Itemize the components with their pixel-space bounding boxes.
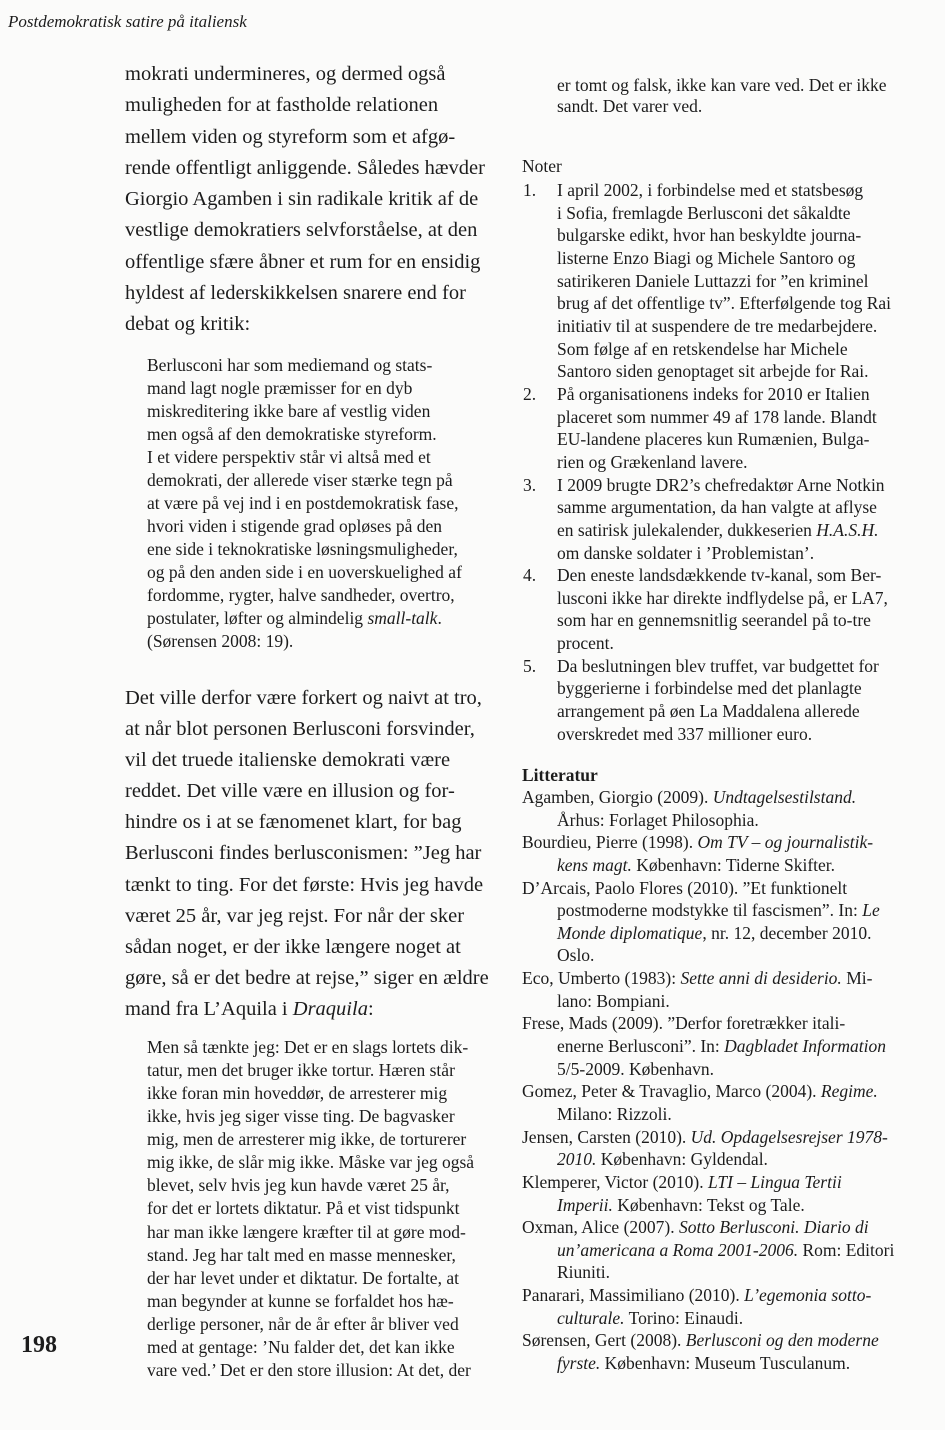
italic-text-run: Undtagelsestilstand.: [712, 787, 857, 807]
paragraph-line: [125, 184, 485, 215]
text-run: ikke foran min hoveddør, de arresterer mig: [147, 1083, 448, 1104]
text-run: mellem viden og styreform som et afgø-: [125, 125, 456, 148]
text-run: postmoderne modstykke til fascismen”. In:: [557, 900, 863, 921]
text-run: ene side i teknokratiske løsningsmuligheder,: [147, 539, 458, 559]
text-run: Milano: Rizzoli.: [557, 1103, 672, 1124]
text-run: postulater, løfter og almindelig: [147, 608, 368, 628]
text-run: og på den anden side i en uoverskuelighed af: [147, 562, 462, 582]
reference-line: [522, 1171, 932, 1194]
reference-line: [522, 1080, 932, 1103]
text-run: mand fra L’Aquila i: [125, 997, 293, 1020]
quote-line: [557, 75, 886, 96]
reference-line: [522, 1194, 932, 1217]
note-line: [557, 655, 922, 678]
text-run: Klemperer, Victor (2010).: [522, 1171, 708, 1192]
quote-line: [147, 1082, 474, 1105]
text-run: mig, men de arresterer mig ikke, de torturerer: [147, 1129, 467, 1150]
quote-line: [147, 538, 462, 561]
text-run: I april 2002, i forbindelse med et statsbesøg: [557, 180, 864, 200]
text-run: derlige personer, når de år efter år bliver ved: [147, 1313, 459, 1334]
text-run: blevet, selv hvis jeg kun havde været 25 år,: [147, 1175, 450, 1196]
text-run: Gomez, Peter & Travaglio, Marco (2004).: [522, 1081, 821, 1102]
italic-text-run: Dagbladet Information: [724, 1036, 887, 1057]
reference-entry: [522, 831, 932, 876]
text-run: Agamben, Giorgio (2009).: [522, 787, 713, 807]
text-run: vestlige demokratiers selvforståelse, at den: [125, 219, 478, 242]
reference-line: [522, 1012, 932, 1035]
text-run: arrangement på øen La Maddalena allerede: [557, 701, 860, 722]
text-run: for det er lortets diktatur. På et vist tidspunkt: [147, 1198, 460, 1219]
quote-line: [147, 492, 462, 515]
block-quote-2-continuation: [557, 75, 886, 117]
note-line: [557, 247, 922, 270]
reference-entry: [522, 1012, 932, 1080]
note-line: [557, 270, 922, 293]
italic-text-run: Ud. Opdagelsesrejser 1978-: [690, 1126, 888, 1147]
paragraph-line: [125, 838, 489, 869]
quote-line: [147, 1267, 474, 1290]
text-run: Rom: Editori: [798, 1239, 895, 1260]
paragraph-line: [125, 994, 489, 1025]
note-number: 1.: [523, 180, 537, 200]
paragraph-line: [125, 901, 489, 932]
text-run: 5/5-2009. København.: [557, 1058, 714, 1079]
text-run: bulgarske edikt, hvor han beskyldte journa-: [557, 225, 862, 246]
italic-text-run: LTI – Lingua Tertii: [708, 1171, 842, 1192]
text-run: er tomt og falsk, ikke kan vare ved. Det er ikke: [557, 75, 887, 95]
text-run: tænkt to ting. For det første: Hvis jeg havde: [125, 873, 484, 896]
text-run: men også af den demokratiske styreform.: [147, 424, 437, 444]
text-run: ikke, hvis jeg siger visse ting. De bagvasker: [147, 1106, 455, 1127]
text-run: mig ikke, de slår mig ikke. Måske var jeg også: [147, 1152, 475, 1173]
quote-line: [147, 469, 462, 492]
reference-line: [522, 1329, 932, 1352]
reference-line: [522, 1284, 932, 1307]
paragraph-line: [125, 776, 489, 807]
text-run: brug af det offentlige tv”. Efterfølgende tog Rai: [557, 293, 892, 314]
text-run: man begynder at kunne se forfaldet hos hæ-: [147, 1290, 454, 1311]
text-run: reddet. Det ville være en illusion og for-: [125, 780, 455, 803]
note-item: [522, 474, 922, 565]
reference-line: [522, 1239, 932, 1262]
paragraph-line: [125, 278, 485, 309]
quote-line: [147, 1313, 474, 1336]
text-run: København: Tekst og Tale.: [612, 1194, 805, 1215]
body-paragraph-2: [125, 683, 489, 1025]
block-quote-2: [147, 1036, 474, 1382]
text-run: satirikeren Daniele Luttazzi for ”en kriminel: [557, 270, 869, 291]
notes-heading: Noter: [522, 156, 562, 176]
text-run: om danske soldater i ’Problemistan’.: [557, 542, 815, 563]
text-run: procent.: [557, 633, 614, 654]
italic-text-run: Regime.: [820, 1081, 878, 1102]
text-run: tatur, men det bruger ikke tortur. Hæren står: [147, 1060, 455, 1081]
quote-line: [147, 423, 462, 446]
text-run: i Sofia, fremlagde Berlusconi det såkaldte: [557, 202, 851, 223]
note-line: [557, 383, 922, 406]
text-run: Oxman, Alice (2007).: [522, 1217, 679, 1238]
paragraph-line: [125, 215, 485, 246]
body-paragraph-1: [125, 59, 485, 341]
text-run: EU-landene placeres kun Rumænien, Bulga-: [557, 429, 870, 450]
text-run: som har en gennemsnitlig seerandel på to-tre: [557, 610, 871, 631]
text-run: Santoro siden genoptaget sit arbejde for Rai.: [557, 361, 869, 382]
text-run: København: Tiderne Skifter.: [631, 854, 836, 875]
text-run: været 25 år, var jeg rejst. For når der sker: [125, 904, 465, 927]
note-line: [557, 609, 922, 632]
quote-line: [147, 1174, 474, 1197]
text-run: overskredet med 337 millioner euro.: [557, 723, 813, 744]
text-run: Men så tænkte jeg: Det er en slags lortets dik-: [147, 1037, 469, 1057]
reference-line: [522, 786, 932, 809]
note-line: [557, 224, 922, 247]
text-run: D’Arcais, Paolo Flores (2010). ”Et funktionelt: [522, 877, 848, 898]
text-run: debat og kritik:: [125, 313, 251, 336]
notes-list: [522, 179, 922, 745]
paragraph-line: [125, 59, 485, 90]
paragraph-line: [125, 309, 485, 340]
text-run: sådan noget, er der ikke længere noget at: [125, 935, 461, 958]
note-line: [557, 202, 922, 225]
paragraph-line: [125, 807, 489, 838]
quote-line: [147, 1059, 474, 1082]
note-line: [557, 723, 922, 746]
italic-text-run: Om TV – og journalistik-: [697, 832, 874, 853]
quote-line: [147, 1036, 474, 1059]
text-run: Den eneste landsdækkende tv-kanal, som Ber-: [557, 565, 882, 586]
italic-text-run: fyrste.: [557, 1353, 601, 1374]
note-item: [522, 179, 922, 383]
italic-text-run: Sette anni di desiderio.: [680, 968, 842, 989]
text-run: København: Gyldendal.: [596, 1149, 768, 1170]
quote-line: [147, 561, 462, 584]
text-run: Da beslutningen blev truffet, var budgettet for: [557, 655, 879, 676]
reference-entry: [522, 877, 932, 968]
quote-line: [147, 584, 462, 607]
text-run: fordomme, rygter, halve sandheder, overtro,: [147, 585, 455, 605]
note-line: [557, 451, 922, 474]
quote-line: [147, 630, 462, 653]
text-run: stand. Jeg har talt med en masse mennesker,: [147, 1244, 456, 1265]
note-line: [557, 315, 922, 338]
text-run: :: [367, 997, 374, 1020]
text-run: Århus: Forlaget Philosophia.: [557, 809, 759, 830]
reference-line: [522, 967, 932, 990]
text-run: (Sørensen 2008: 19).: [147, 631, 294, 651]
paragraph-line: [125, 90, 485, 121]
paragraph-line: [125, 153, 485, 184]
italic-text-run: kens magt.: [557, 854, 632, 875]
text-run: Som følge af en retskendelse har Michele: [557, 338, 848, 359]
reference-line: [522, 831, 932, 854]
text-run: demokrati, der allerede viser stærke tegn på: [147, 470, 453, 490]
text-run: byggerierne i forbindelse med det planlagte: [557, 678, 862, 699]
note-item: [522, 383, 922, 474]
italic-text-run: Sotto Berlusconi. Diario di: [678, 1217, 869, 1238]
note-line: [557, 338, 922, 361]
reference-line: [522, 1352, 932, 1375]
quote-line: [147, 1151, 474, 1174]
italic-text-run: Draquila: [292, 997, 368, 1020]
note-line: [557, 474, 922, 497]
paragraph-line: [125, 963, 489, 994]
text-run: Panarari, Massimiliano (2010).: [522, 1285, 745, 1306]
quote-line: [147, 1197, 474, 1220]
text-run: hindre os i at se fænomenet klart, for bag: [125, 811, 462, 834]
reference-line: [522, 899, 932, 922]
text-run: Det ville derfor være forkert og naivt at tro,: [125, 687, 482, 709]
text-run: Jensen, Carsten (2010).: [522, 1126, 691, 1147]
text-run: I 2009 brugte DR2’s chefredaktør Arne Notkin: [557, 474, 885, 495]
text-run: Riuniti.: [557, 1262, 610, 1283]
text-run: rien og Grækenland lavere.: [557, 451, 748, 472]
text-run: På organisationens indeks for 2010 er Italien: [557, 383, 870, 404]
reference-line: [522, 1103, 932, 1126]
paragraph-line: [125, 122, 485, 153]
note-line: [557, 406, 922, 429]
quote-line: [147, 1221, 474, 1244]
note-line: [557, 587, 922, 610]
text-run: enerne Berlusconi”. In:: [557, 1036, 725, 1057]
text-run: med at gentage: ’Nu falder det, det kan ikke: [147, 1336, 455, 1357]
quote-line: [147, 515, 462, 538]
paragraph-line: [125, 870, 489, 901]
note-line: [557, 677, 922, 700]
text-run: mand lagt nogle præmisser for en dyb: [147, 378, 413, 398]
text-run: gøre, så er det bedre at rejse,” siger en ældre: [125, 966, 489, 989]
quote-line: [147, 1244, 474, 1267]
text-run: miskreditering ikke bare af vestlig viden: [147, 401, 431, 421]
italic-text-run: Imperii.: [557, 1194, 613, 1215]
text-run: hyldest af lederskikkelsen snarere end for: [125, 282, 466, 305]
note-line: [557, 542, 922, 565]
reference-entry: [522, 1284, 932, 1329]
note-line: [557, 360, 922, 383]
text-run: , nr. 12, december 2010.: [702, 922, 872, 943]
quote-line: [147, 1105, 474, 1128]
note-text: [557, 564, 922, 655]
literature-heading: Litteratur: [522, 765, 598, 785]
reference-line: [522, 877, 932, 900]
reference-entry: [522, 1216, 932, 1284]
reference-line: [522, 1148, 932, 1171]
block-quote-1: [147, 354, 462, 653]
text-run: muligheden for at fastholde relationen: [125, 94, 439, 117]
note-text: [557, 179, 922, 383]
italic-text-run: Monde diplomatique: [557, 922, 703, 943]
text-run: vil det truede italienske demokrati være: [125, 749, 451, 772]
reference-line: [522, 922, 932, 945]
references-list: [522, 786, 932, 1375]
reference-entry: [522, 1329, 932, 1374]
italic-text-run: small-talk: [367, 608, 438, 628]
italic-text-run: culturale.: [557, 1307, 625, 1328]
italic-text-run: L’egemonia sotto-: [744, 1285, 872, 1306]
quote-line: [557, 96, 886, 117]
paragraph-line: [125, 683, 489, 714]
text-run: I et videre perspektiv står vi altså med et: [147, 447, 431, 467]
text-run: at når blot personen Berlusconi forsvinder,: [125, 718, 475, 741]
paragraph-line: [125, 932, 489, 963]
note-number: 5.: [523, 655, 537, 676]
paragraph-line: [125, 714, 489, 745]
reference-line: [522, 854, 932, 877]
text-run: Giorgio Agamben i sin radikale kritik af de: [125, 188, 479, 211]
quote-line: [147, 377, 462, 400]
italic-text-run: H.A.S.H.: [816, 519, 879, 540]
note-line: [557, 700, 922, 723]
reference-entry: [522, 1126, 932, 1171]
reference-line: [522, 1216, 932, 1239]
text-run: lano: Bompiani.: [557, 990, 670, 1011]
note-text: [557, 655, 922, 746]
text-run: vare ved.’ Det er den store illusion: At det, der: [147, 1359, 471, 1380]
quote-line: [147, 1290, 474, 1313]
reference-entry: [522, 1080, 932, 1125]
text-run: listerne Enzo Biagi og Michele Santoro og: [557, 247, 856, 268]
text-run: Berlusconi har som mediemand og stats-: [147, 355, 433, 375]
paragraph-line: [125, 247, 485, 278]
note-text: [557, 474, 922, 565]
text-run: placeret som nummer 49 af 178 lande. Blandt: [557, 406, 877, 427]
text-run: Bourdieu, Pierre (1998).: [522, 832, 698, 853]
note-text: [557, 383, 922, 474]
text-run: der har levet under et diktatur. De fortalte, at: [147, 1267, 459, 1288]
quote-line: [147, 354, 462, 377]
text-run: Sørensen, Gert (2008).: [522, 1330, 686, 1351]
text-run: Frese, Mads (2009). ”Derfor foretrækker itali-: [522, 1013, 846, 1034]
reference-line: [522, 809, 932, 832]
note-number: 3.: [523, 474, 537, 495]
text-run: København: Museum Tusculanum.: [600, 1353, 851, 1374]
text-run: lusconi ikke har direkte indflydelse på, er LA7,: [557, 587, 888, 608]
note-item: [522, 655, 922, 746]
note-line: [557, 428, 922, 451]
text-run: Berlusconi findes berlusconismen: ”Jeg har: [125, 842, 482, 865]
text-run: initiativ til at suspendere de tre medarbejdere.: [557, 315, 878, 336]
text-run: .: [437, 608, 442, 628]
text-run: hvori viden i stigende grad opløses på den: [147, 516, 443, 536]
note-line: [557, 292, 922, 315]
quote-line: [147, 1336, 474, 1359]
text-run: Torino: Einaudi.: [624, 1307, 744, 1328]
italic-text-run: un’americana a Roma 2001-2006.: [557, 1239, 799, 1260]
note-number: 2.: [523, 383, 537, 404]
reference-entry: [522, 1171, 932, 1216]
reference-line: [522, 944, 932, 967]
reference-line: [522, 1035, 932, 1058]
italic-text-run: Berlusconi og den moderne: [685, 1330, 879, 1351]
quote-line: [147, 1359, 474, 1382]
text-run: har man ikke længere kræfter til at gøre mod-: [147, 1221, 466, 1242]
reference-line: [522, 1307, 932, 1330]
text-run: mokrati undermineres, og dermed også: [125, 63, 446, 85]
note-line: [557, 179, 922, 202]
running-title: Postdemokratisk satire på italiensk: [8, 12, 247, 31]
note-line: [557, 632, 922, 655]
note-number: 4.: [523, 565, 537, 586]
page-number: 198: [21, 1332, 57, 1358]
reference-line: [522, 990, 932, 1013]
reference-line: [522, 1261, 932, 1284]
text-run: Mi-: [841, 968, 873, 989]
reference-entry: [522, 967, 932, 1012]
reference-line: [522, 1126, 932, 1149]
note-line: [557, 519, 922, 542]
text-run: Eco, Umberto (1983):: [522, 968, 681, 989]
quote-line: [147, 446, 462, 469]
italic-text-run: 2010.: [557, 1149, 597, 1170]
reference-line: [522, 1058, 932, 1081]
text-run: en satirisk julekalender, dukkeserien: [557, 519, 817, 540]
quote-line: [147, 400, 462, 423]
text-run: at være på vej ind i en postdemokratisk fase,: [147, 493, 459, 513]
text-run: samme argumentation, da han valgte at aflyse: [557, 497, 877, 518]
note-line: [557, 496, 922, 519]
note-item: [522, 564, 922, 655]
text-run: Oslo.: [557, 945, 595, 966]
italic-text-run: Le: [862, 900, 880, 921]
paragraph-line: [125, 745, 489, 776]
text-run: offentlige sfære åbner et rum for en ensidig: [125, 250, 481, 273]
note-line: [557, 564, 922, 587]
text-run: sandt. Det varer ved.: [557, 96, 703, 116]
reference-entry: [522, 786, 932, 831]
text-run: rende offentligt anliggende. Således hævder: [125, 156, 485, 179]
quote-line: [147, 1128, 474, 1151]
quote-line: [147, 607, 462, 630]
